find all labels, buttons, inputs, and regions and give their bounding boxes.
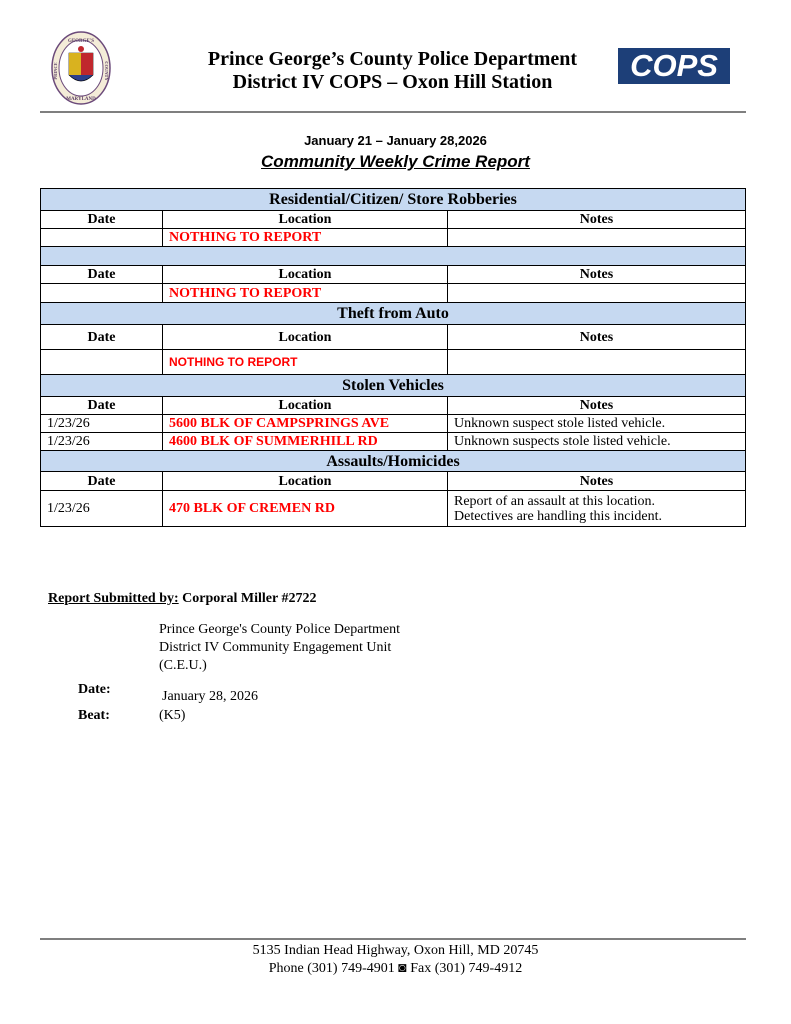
header-divider [40,111,746,113]
table-row [41,350,746,375]
row-notes [448,229,746,247]
submitted-by-label: Report Submitted by: [48,591,179,606]
column-header-location: Location [163,266,448,284]
table-row [41,284,746,303]
dept-line: Prince George's County Police Department [159,622,400,637]
row-notes: Unknown suspects stole listed vehicle. [448,433,746,451]
table-row [41,229,746,247]
crime-report-table [40,188,746,527]
department-header [150,48,635,94]
date-value: January 28, 2026 [162,689,259,704]
row-notes [448,284,746,303]
footer-fax: Fax (301) 749-4912 [410,961,523,976]
section-header-robberies: Residential/Citizen/ Store Robberies [41,189,746,211]
section-header-stolen-vehicles: Stolen Vehicles [41,375,746,397]
row-notes: Unknown suspect stole listed vehicle. [448,415,746,433]
county-seal-icon [51,31,111,105]
row-date [41,284,163,303]
submitted-by [48,591,316,607]
report-title: Community Weekly Crime Report [261,152,530,171]
table-row [41,433,746,451]
row-date [41,350,163,375]
row-location: NOTHING TO REPORT [163,229,448,247]
section-header-assaults-homicides: Assaults/Homicides [41,451,746,472]
dept-line: (C.E.U.) [159,658,207,673]
column-header-date: Date [41,325,163,350]
column-header-location: Location [163,472,448,491]
row-notes-line: Report of an assault at this location. [454,493,656,509]
column-header-notes: Notes [448,397,746,415]
column-header-location: Location [163,397,448,415]
row-location: 4600 BLK OF SUMMERHILL RD [163,433,448,451]
column-header-date: Date [41,211,163,229]
report-date-range: January 21 – January 28,2026 [304,133,487,148]
column-header-location: Location [163,325,448,350]
station-title: District IV COPS – Oxon Hill Station [232,71,553,93]
row-location: NOTHING TO REPORT [163,284,448,303]
column-header-notes: Notes [448,472,746,491]
row-notes [448,491,746,527]
date-label: Date: [78,682,111,697]
seal-text-left: PRINCE [53,62,58,80]
table-row [41,415,746,433]
seal-text-right: COUNTY [104,61,109,81]
department-block [159,621,400,675]
row-date [41,229,163,247]
column-header-date: Date [41,472,163,491]
seal-text-top: GEORGE'S [67,39,95,44]
section-header-theft-from-auto: Theft from Auto [41,303,746,325]
table-row [41,491,746,527]
dept-line: District IV Community Engagement Unit [159,640,392,655]
beat-value: (K5) [159,708,186,723]
row-location: 5600 BLK OF CAMPSPRINGS AVE [163,415,448,433]
column-header-notes: Notes [448,325,746,350]
footer-divider [40,938,746,940]
row-date: 1/23/26 [41,491,163,527]
column-header-location: Location [163,211,448,229]
cops-logo: COPS [618,48,730,84]
department-title: Prince George’s County Police Department [207,48,578,70]
column-header-notes: Notes [448,266,746,284]
column-header-notes: Notes [448,211,746,229]
footer [0,942,791,978]
row-location: 470 BLK OF CREMEN RD [163,491,448,527]
column-header-date: Date [41,266,163,284]
row-date: 1/23/26 [41,433,163,451]
footer-contact [0,960,791,978]
row-notes-line: Detectives are handling this incident. [454,508,662,524]
row-date: 1/23/26 [41,415,163,433]
beat-label: Beat: [78,708,110,723]
footer-phone: Phone (301) 749-4901 [268,961,395,976]
row-location: NOTHING TO REPORT [163,350,448,375]
section-header-untitled [41,247,746,266]
seal-text-bottom: MARYLAND [66,97,96,102]
column-header-date: Date [41,397,163,415]
footer-address: 5135 Indian Head Highway, Oxon Hill, MD 20745 [252,943,539,958]
submitted-by-officer: Corporal Miller #2722 [182,591,317,606]
footer-separator-icon: ◙ [398,961,407,976]
row-notes [448,350,746,375]
